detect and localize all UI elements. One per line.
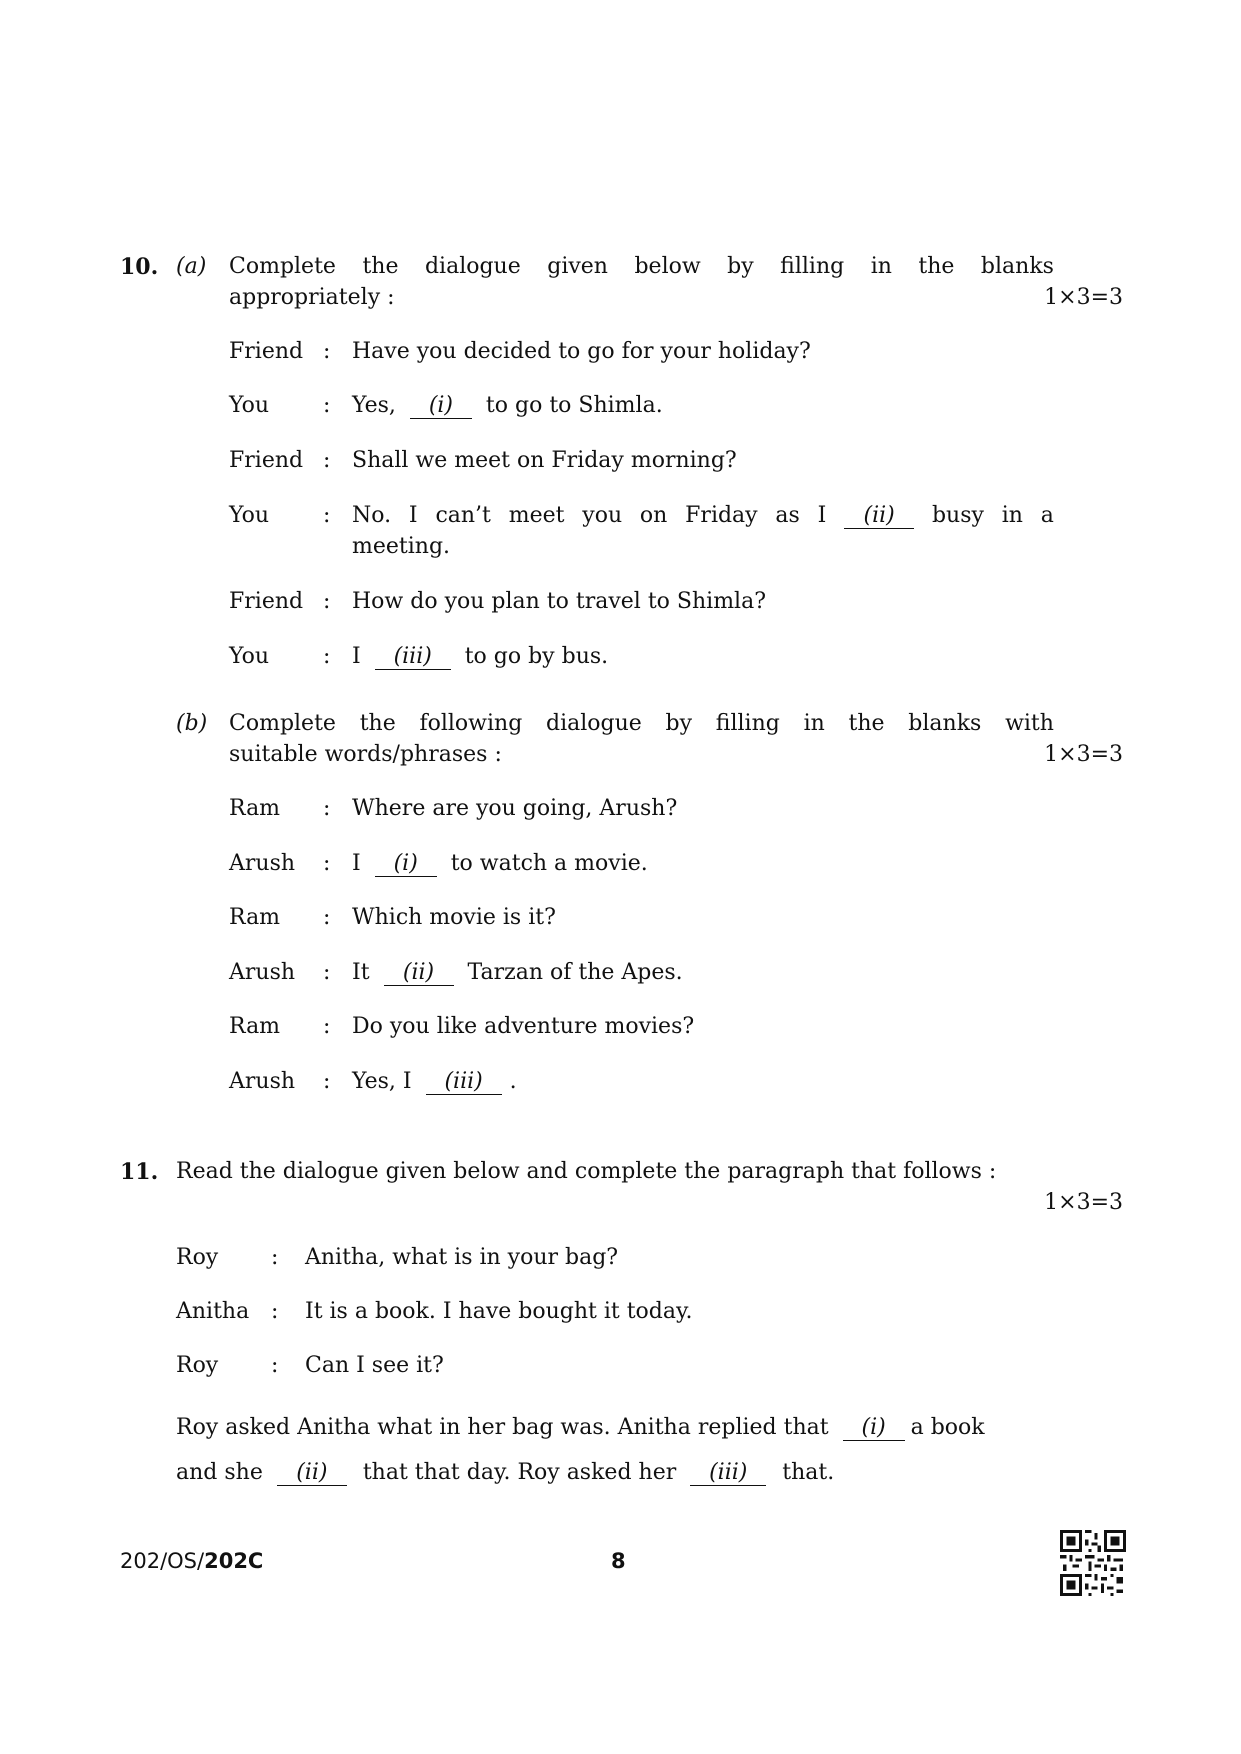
dialogue-text: I (iii) to go by bus. [352, 644, 609, 669]
instruction-10b-line2: suitable words/phrases : [229, 742, 502, 767]
instruction-10a-line2: appropriately : [229, 285, 395, 310]
dialogue-text: Have you decided to go for your holiday? [352, 339, 811, 364]
speaker: Roy [176, 1245, 219, 1270]
qr-code-icon [1060, 1530, 1126, 1596]
speaker: Friend [229, 448, 304, 473]
part-label-b: (b) [176, 711, 208, 736]
question-number: 11. [120, 1159, 159, 1185]
speaker: You [229, 393, 270, 418]
paper-code: 202/OS/202C [120, 1549, 264, 1573]
instruction-10a-line1: Complete the dialogue given below by filling in the blanks [229, 254, 1054, 279]
colon: : [323, 796, 331, 821]
speaker: Roy [176, 1353, 219, 1378]
dialogue-text: Yes, I (iii) . [352, 1069, 517, 1094]
colon: : [271, 1299, 279, 1324]
paragraph-line-1: Roy asked Anitha what in her bag was. Anitha replied that (i) a book [176, 1415, 985, 1440]
speaker: You [229, 644, 270, 669]
blank[interactable]: (ii) [844, 504, 914, 529]
speaker: Ram [229, 1014, 281, 1039]
colon: : [323, 1069, 331, 1094]
blank[interactable]: (iii) [426, 1070, 502, 1095]
page-number: 8 [611, 1549, 626, 1573]
dialogue-text: It is a book. I have bought it today. [305, 1299, 693, 1324]
colon: : [271, 1245, 279, 1270]
speaker: Arush [229, 1069, 296, 1094]
marks-11: 1×3=3 [1044, 1190, 1123, 1215]
dialogue-text: Shall we meet on Friday morning? [352, 448, 737, 473]
colon: : [271, 1353, 279, 1378]
colon: : [323, 589, 331, 614]
dialogue-text: I (i) to watch a movie. [352, 851, 648, 876]
speaker: Ram [229, 905, 281, 930]
speaker: Ram [229, 796, 281, 821]
dialogue-text: Which movie is it? [352, 905, 556, 930]
speaker: You [229, 503, 270, 528]
speaker: Friend [229, 339, 304, 364]
speaker: Arush [229, 851, 296, 876]
dialogue-text: Where are you going, Arush? [352, 796, 678, 821]
dialogue-text: Yes, (i) to go to Shimla. [352, 393, 663, 418]
speaker: Anitha [176, 1299, 250, 1324]
speaker: Friend [229, 589, 304, 614]
blank[interactable]: (iii) [375, 645, 451, 670]
dialogue-text: How do you plan to travel to Shimla? [352, 589, 767, 614]
colon: : [323, 503, 331, 528]
blank[interactable]: (iii) [690, 1461, 766, 1486]
dialogue-text: Anitha, what is in your bag? [305, 1245, 619, 1270]
dialogue-text: Can I see it? [305, 1353, 444, 1378]
blank[interactable]: (i) [375, 852, 437, 877]
speaker: Arush [229, 960, 296, 985]
dialogue-text: It (ii) Tarzan of the Apes. [352, 960, 683, 985]
blank[interactable]: (i) [843, 1416, 905, 1441]
instruction-11: Read the dialogue given below and complete the paragraph that follows : [176, 1159, 997, 1184]
question-number: 10. [120, 254, 159, 280]
dialogue-text-continuation: meeting. [352, 534, 451, 559]
colon: : [323, 644, 331, 669]
marks-10b: 1×3=3 [1044, 742, 1123, 767]
dialogue-text: Do you like adventure movies? [352, 1014, 695, 1039]
colon: : [323, 393, 331, 418]
dialogue-text: No. I can’t meet you on Friday as I (ii) busy in a [352, 503, 1054, 528]
marks-10a: 1×3=3 [1044, 285, 1123, 310]
blank[interactable]: (ii) [384, 961, 454, 986]
colon: : [323, 1014, 331, 1039]
paragraph-line-2: and she (ii) that that day. Roy asked her (iii) that. [176, 1460, 835, 1485]
colon: : [323, 905, 331, 930]
colon: : [323, 960, 331, 985]
instruction-10b-line1: Complete the following dialogue by filling in the blanks with [229, 711, 1054, 736]
colon: : [323, 339, 331, 364]
part-label-a: (a) [176, 254, 207, 279]
blank[interactable]: (ii) [277, 1461, 347, 1486]
blank[interactable]: (i) [410, 394, 472, 419]
colon: : [323, 448, 331, 473]
colon: : [323, 851, 331, 876]
